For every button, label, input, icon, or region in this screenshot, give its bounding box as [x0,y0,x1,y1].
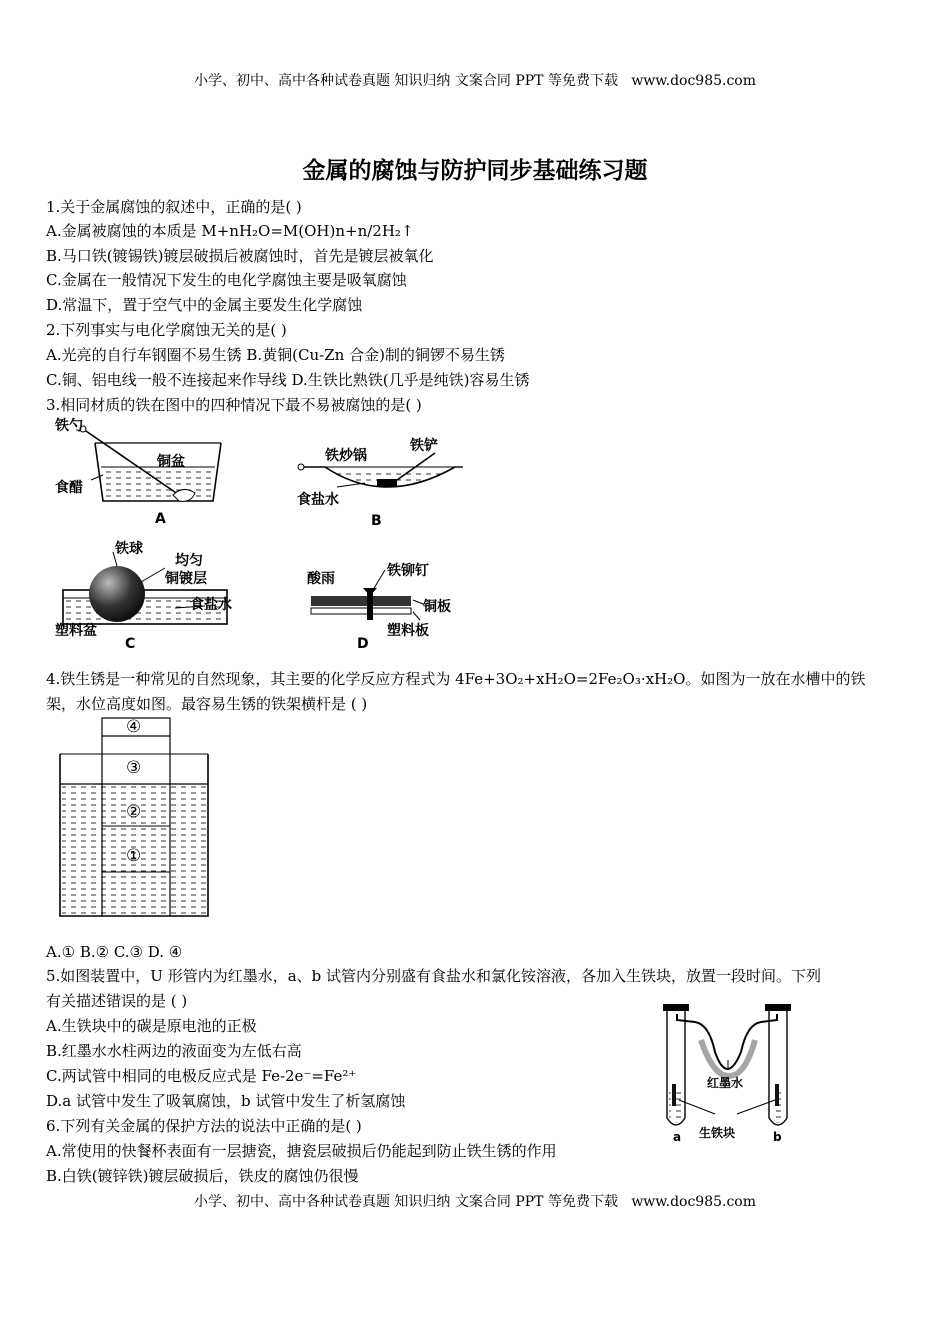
fig-c-ball-label: 铁球 [115,541,143,557]
fig-d-rain-label: 酸雨 [307,571,335,587]
q1-option-d: D.常温下，置于空气中的金属主要发生化学腐蚀 [46,296,363,314]
q3-stem: 3.相同材质的铁在图中的四种情况下最不易被腐蚀的是( ) [46,396,422,414]
q3-figure-c [55,538,255,653]
fig-d-rivet-label: 铁铆钉 [387,563,429,579]
fig-b-wok-label: 铁炒锅 [325,448,367,464]
fig-b-letter: B [371,513,382,529]
q6-option-a: A.常使用的快餐杯表面有一层搪瓷，搪瓷层破损后仍能起到防止铁生锈的作用 [46,1142,557,1160]
q1-option-a: A.金属被腐蚀的本质是 M+nH₂O=M(OH)n+n/2H₂↑ [46,222,414,240]
q2-stem: 2.下列事实与电化学腐蚀无关的是( ) [46,321,287,339]
q3-figure-b [295,435,465,530]
header-text: 小学、初中、高中各种试卷真题 知识归纳 文案合同 PPT 等免费下载 [193,73,618,89]
q5-iron-label: 生铁块 [699,1126,736,1140]
fig-d-plate-label: 铜板 [423,599,451,615]
fig-a-liquid-label: 食醋 [55,480,83,496]
q4-bar-3: ③ [126,758,142,778]
q5-tube-a-label: a [673,1130,682,1144]
fig-d-plastic-label: 塑料板 [387,623,429,639]
fig-c-coat-label-2: 铜镀层 [165,571,207,587]
fig-c-basin-label: 塑料盆 [55,623,97,639]
q3-figure-d [305,560,475,655]
q2-options-ab: A.光亮的自行车钢圈不易生锈 B.黄铜(Cu-Zn 合金)制的铜锣不易生锈 [46,346,505,364]
page-title: 金属的腐蚀与防护同步基础练习题 [302,158,648,184]
footer-text: 小学、初中、高中各种试卷真题 知识归纳 文案合同 PPT 等免费下载 [193,1194,618,1210]
q4-bar-1: ① [126,846,142,866]
fig-b-liquid-label: 食盐水 [297,492,339,508]
fig-c-letter: C [125,636,136,652]
q4-line-2: 架，水位高度如图。最容易生锈的铁架横杆是 ( ) [46,695,368,713]
q6-option-b: B.白铁(镀锌铁)镀层破损后，铁皮的腐蚀仍很慢 [46,1167,359,1185]
q5-line-1: 5.如图装置中，U 形管内为红墨水，a、b 试管内分别盛有食盐水和氯化铵溶液，各加入生铁块，放置一段时间。下列 [46,967,822,985]
q5-ink-label: 红墨水 [707,1076,744,1090]
q6-stem: 6.下列有关金属的保护方法的说法中正确的是( ) [46,1117,362,1135]
q5-option-b: B.红墨水水柱两边的液面变为左低右高 [46,1042,302,1060]
q5-option-d: D.a 试管中发生了吸氧腐蚀，b 试管中发生了析氢腐蚀 [46,1092,406,1110]
fig-c-liquid-label: 食盐水 [190,597,232,613]
q5-figure [655,1000,795,1145]
page-footer [0,1191,950,1211]
q1-option-c: C.金属在一般情况下发生的电化学腐蚀主要是吸氧腐蚀 [46,271,407,289]
q5-line-2: 有关描述错误的是 ( ) [46,992,188,1010]
fig-a-spoon-label: 铁勺 [55,418,83,434]
q4-bar-2: ② [126,802,142,822]
q1-option-b: B.马口铁(镀锡铁)镀层破损后被腐蚀时，首先是镀层被氧化 [46,247,434,265]
q4-bar-4: ④ [126,717,142,737]
fig-a-letter: A [155,511,166,527]
q5-option-a: A.生铁块中的碳是原电池的正极 [46,1017,257,1035]
q4-figure [50,712,220,927]
q5-option-c: C.两试管中相同的电极反应式是 Fe-2e⁻=Fe²⁺ [46,1067,357,1085]
q5-tube-b-label: b [773,1130,782,1144]
q2-options-cd: C.铜、铝电线一般不连接起来作导线 D.生铁比熟铁(几乎是纯铁)容易生锈 [46,371,530,389]
header-site: www.doc985.com [631,73,757,89]
fig-a-basin-label: 铜盆 [157,454,185,470]
fig-c-coat-label-1: 均匀 [175,553,203,569]
q4-options: A.① B.② C.③ D. ④ [46,943,183,961]
page-header [0,70,950,90]
q4-line-1: 4.铁生锈是一种常见的自然现象，其主要的化学反应方程式为 4Fe+3O₂+xH₂O=2Fe₂O₃·xH₂O。如图为一放在水槽中的铁 [46,670,866,688]
q3-figure-a [55,415,235,530]
fig-d-letter: D [357,636,369,652]
fig-b-spatula-label: 铁铲 [410,438,438,454]
q1-stem: 1.关于金属腐蚀的叙述中，正确的是( ) [46,198,302,216]
footer-site: www.doc985.com [631,1194,757,1210]
